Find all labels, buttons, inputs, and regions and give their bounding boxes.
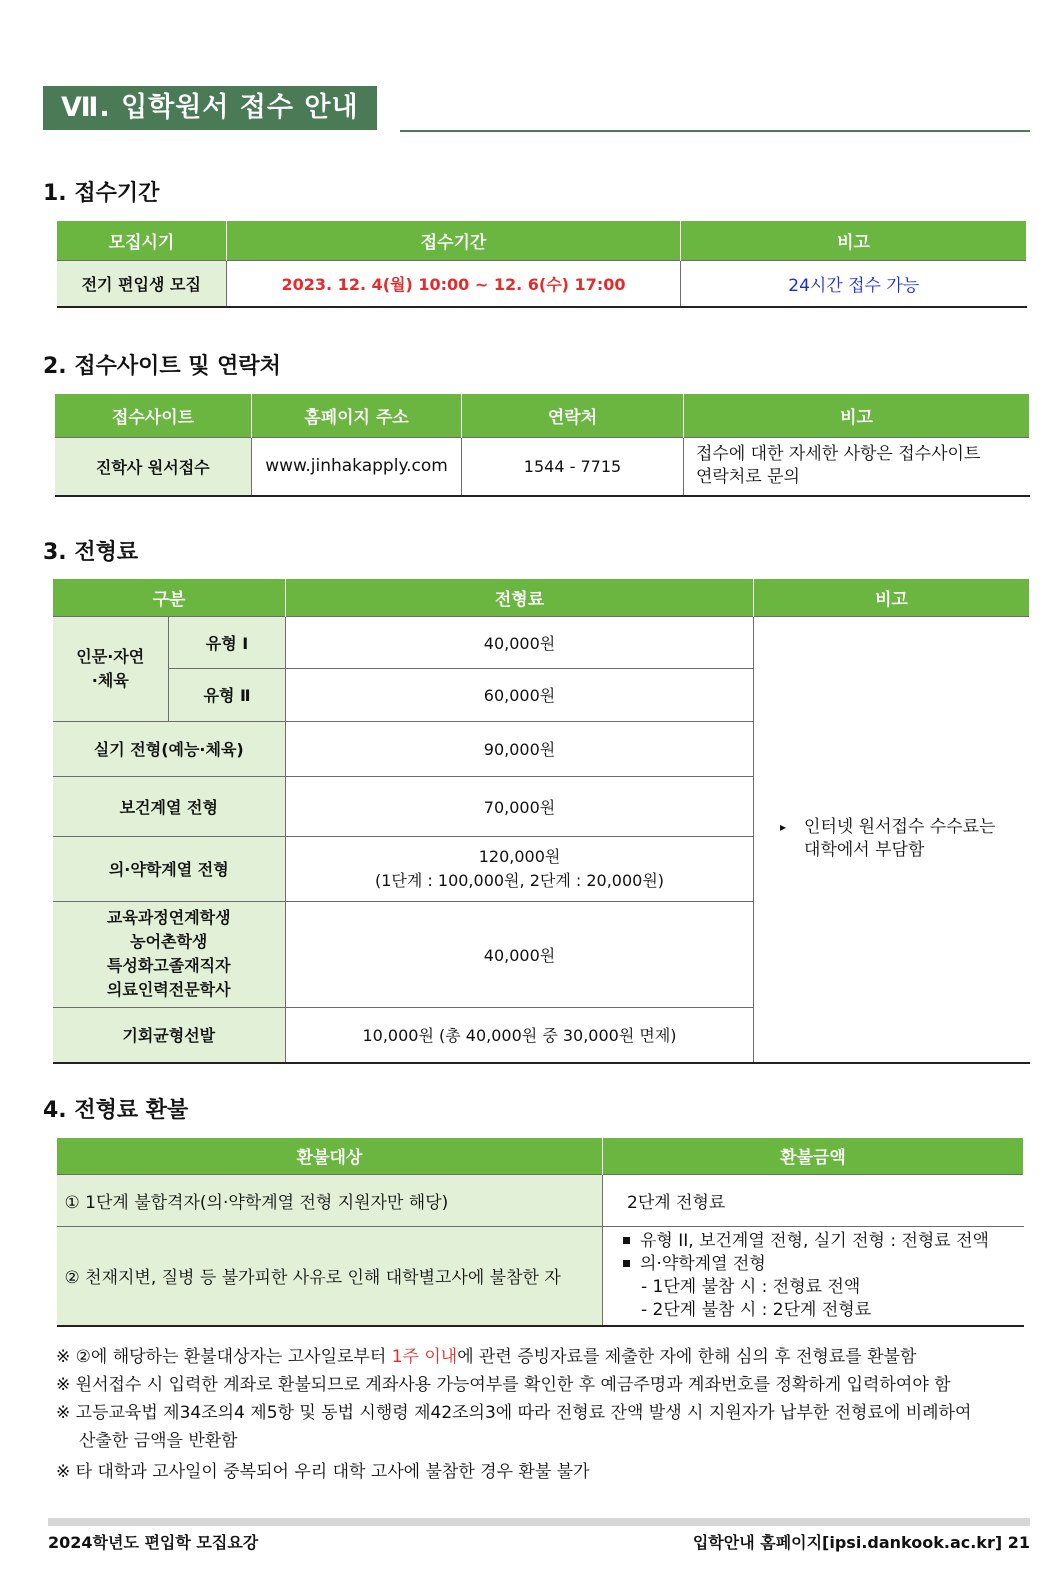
section-3-title: 3. 전형료 — [43, 540, 139, 565]
refund-amount-2 — [603, 1226, 1024, 1326]
medical-fee-line1: 120,000원 — [478, 846, 561, 866]
chapter-title: Ⅶ. 입학원서 접수 안내 — [43, 86, 377, 130]
application-dates: 2023. 12. 4(월) 10:00 ~ 12. 6(수) 17:00 — [227, 260, 681, 307]
refund-amount-2-sub1: - 1단계 불참 시 : 전형료 전액 — [641, 1276, 861, 1297]
fee-table — [52, 579, 1030, 1064]
note-1-highlight: 1주 이내 — [391, 1347, 458, 1367]
recruit-period: 전기 편입생 모집 — [57, 260, 227, 307]
chapter-divider — [400, 130, 1030, 132]
site-table — [54, 394, 1030, 497]
refund-target-2: ② 천재지변, 질병 등 불가피한 사유로 인해 대학별고사에 불참한 자 — [57, 1226, 603, 1326]
note-3-line1: ※ 고등교육법 제34조의4 제5항 및 동법 시행령 제42조의3에 따라 전형료 잔액 발생 시 지원자가 납부한 전형료에 비례하여 — [56, 1403, 972, 1423]
practical-label: 실기 전형(예능·체육) — [53, 721, 286, 776]
section-1-title: 1. 접수기간 — [43, 181, 160, 206]
special-line1: 교육과정연계학생 — [106, 908, 231, 927]
site-url[interactable]: www.jinhakapply.com — [252, 437, 462, 496]
note-1 — [56, 1342, 916, 1367]
refund-amount-2-b1: 유형 II, 보건계열 전형, 실기 전형 : 전형료 전액 — [640, 1230, 989, 1251]
period-table — [56, 221, 1027, 308]
type-1-fee: 40,000원 — [286, 616, 754, 668]
equal-opportunity-label: 기회균형선발 — [53, 1007, 286, 1063]
header-fee: 전형료 — [286, 579, 754, 616]
health-label: 보건계열 전형 — [53, 776, 286, 836]
header-application-period: 접수기간 — [227, 221, 681, 260]
practical-fee: 90,000원 — [286, 721, 754, 776]
footer-divider — [48, 1518, 1030, 1526]
refund-amount-2-b2: 의·약학계열 전형 — [640, 1253, 766, 1274]
header-contact: 연락처 — [462, 394, 684, 437]
square-bullet-icon — [623, 1260, 630, 1267]
special-line4: 의료인력전문학사 — [106, 980, 231, 999]
medical-fee — [286, 836, 754, 901]
note-1-pre: ※ ②에 해당하는 환불대상자는 고사일로부터 — [56, 1347, 392, 1367]
contact-phone: 1544 - 7715 — [462, 437, 684, 496]
medical-fee-line2: (1단계 : 100,000원, 2단계 : 20,000원) — [375, 870, 665, 890]
special-label — [53, 901, 286, 1007]
group-label-line2: ·체육 — [91, 670, 129, 690]
fee-note — [754, 616, 1030, 1063]
note-2: ※ 원서접수 시 입력한 계좌로 환불되므로 계좌사용 가능여부를 확인한 후 예금주명과 계좌번호를 정확하게 입력하여야 함 — [56, 1375, 951, 1395]
refund-amount-2-sub2: - 2단계 불참 시 : 2단계 전형료 — [641, 1299, 872, 1320]
equal-opportunity-fee: 10,000원 (총 40,000원 중 30,000원 면제) — [286, 1007, 754, 1063]
square-bullet-icon — [623, 1237, 630, 1244]
refund-table — [56, 1138, 1024, 1327]
header-refund-target: 환불대상 — [57, 1138, 603, 1174]
header-recruit-period: 모집시기 — [57, 221, 227, 260]
refund-amount-1: 2단계 전형료 — [603, 1174, 1024, 1226]
special-line3: 특성화고졸재직자 — [106, 956, 231, 975]
site-name: 진학사 원서접수 — [55, 437, 252, 496]
header-site: 접수사이트 — [55, 394, 252, 437]
footer-left: 2024학년도 편입학 모집요강 — [48, 1533, 259, 1552]
footer-right: 입학안내 홈페이지[ipsi.dankook.ac.kr] 21 — [692, 1533, 1030, 1552]
type-1-label: 유형 Ⅰ — [169, 616, 286, 668]
type-2-label: 유형 Ⅱ — [169, 668, 286, 721]
header-remarks: 비고 — [754, 579, 1030, 616]
note-4: ※ 타 대학과 고사일이 중복되어 우리 대학 고사에 불참한 경우 환불 불가 — [56, 1462, 590, 1482]
site-note-line1: 접수에 대한 자세한 사항은 접수사이트 — [696, 444, 981, 465]
note-1-post: 에 관련 증빙자료를 제출한 자에 한해 심의 후 전형료를 환불함 — [457, 1347, 917, 1367]
header-homepage: 홈페이지 주소 — [252, 394, 462, 437]
type-2-fee: 60,000원 — [286, 668, 754, 721]
refund-target-1: ① 1단계 불합격자(의·약학계열 전형 지원자만 해당) — [57, 1174, 603, 1226]
site-note — [684, 437, 1030, 496]
special-fee: 40,000원 — [286, 901, 754, 1007]
medical-label: 의·약학계열 전형 — [53, 836, 286, 901]
section-4-title: 4. 전형료 환불 — [43, 1098, 189, 1123]
application-note: 24시간 접수 가능 — [681, 260, 1027, 307]
header-remarks: 비고 — [684, 394, 1030, 437]
group-label-line1: 인문·자연 — [76, 646, 145, 666]
health-fee: 70,000원 — [286, 776, 754, 836]
bullet-icon: ▸ — [780, 820, 787, 835]
group-humanities-science — [53, 616, 169, 721]
header-refund-amount: 환불금액 — [603, 1138, 1024, 1174]
site-note-line2: 연락처로 문의 — [696, 467, 800, 488]
section-2-title: 2. 접수사이트 및 연락처 — [43, 354, 281, 379]
special-line2: 농어촌학생 — [130, 932, 208, 951]
header-category: 구분 — [53, 579, 286, 616]
header-remarks: 비고 — [681, 221, 1027, 260]
fee-note-line2: 대학에서 부담함 — [804, 840, 925, 861]
fee-note-line1: 인터넷 원서접수 수수료는 — [804, 817, 996, 838]
note-3-line2: 산출한 금액을 반환함 — [79, 1431, 238, 1451]
